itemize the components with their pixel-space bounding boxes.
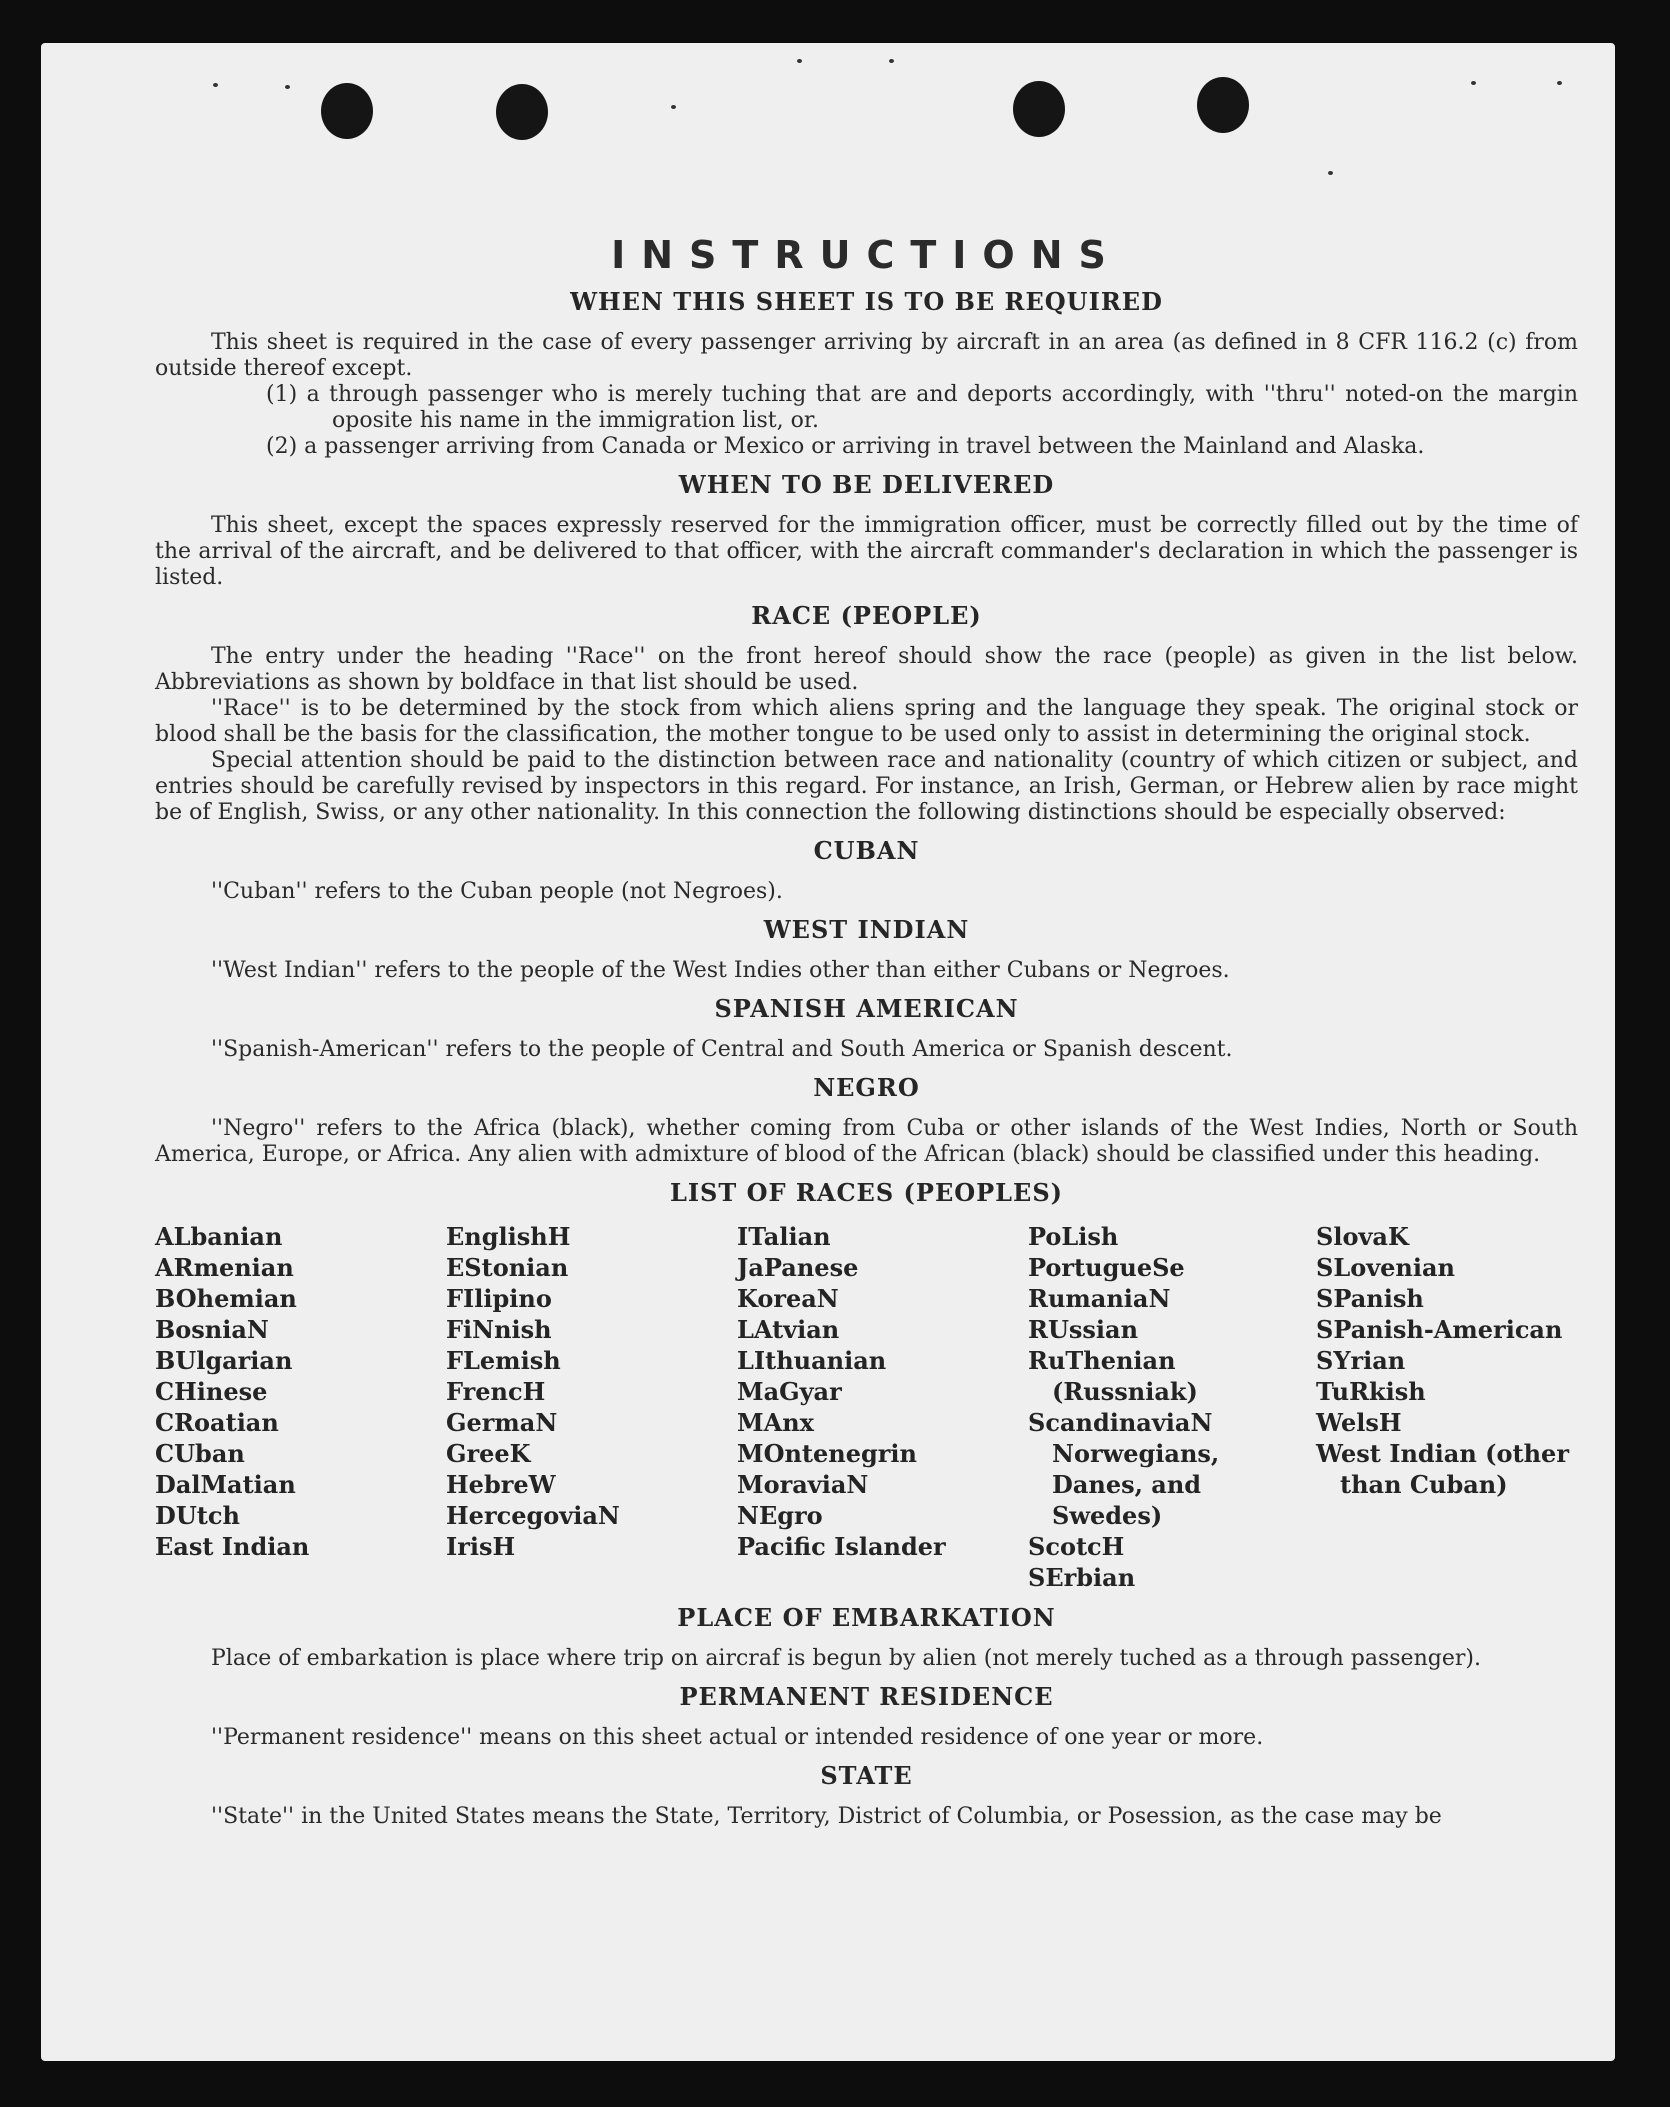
dust-speck bbox=[889, 59, 894, 63]
race-entry: FIlipino bbox=[446, 1284, 552, 1313]
race-entry: SPanish-American bbox=[1316, 1315, 1563, 1344]
race-paragraph: The entry under the heading ''Race'' on the front hereof should show the race (people) as given in the list below. Abbreviations as shown by boldface in that list should be used. bbox=[155, 644, 1578, 695]
race-entry: KoreaN bbox=[737, 1284, 839, 1313]
race-entry: ALbanian bbox=[155, 1222, 283, 1251]
race-entry: ARmenian bbox=[155, 1253, 294, 1282]
race-entry: FrencH bbox=[446, 1377, 546, 1406]
race-entry: FiNnish bbox=[446, 1315, 552, 1344]
dust-speck bbox=[797, 59, 802, 63]
races-column bbox=[446, 1221, 737, 1593]
heading-spanish-american: SPANISH AMERICAN bbox=[714, 994, 1019, 1023]
dust-speck bbox=[213, 83, 218, 87]
race-entry: SYrian bbox=[1316, 1346, 1406, 1375]
race-entry: MAnx bbox=[737, 1408, 814, 1437]
race-entry: MOntenegrin bbox=[737, 1439, 917, 1468]
race-entry: LAtvian bbox=[737, 1315, 840, 1344]
race-entry: DalMatian bbox=[155, 1470, 296, 1499]
dust-speck bbox=[1471, 81, 1476, 85]
race-entry: RUssian bbox=[1028, 1315, 1139, 1344]
race-entry: RumaniaN bbox=[1028, 1284, 1171, 1313]
race-entry: JaPanese bbox=[737, 1253, 859, 1282]
races-column bbox=[737, 1221, 1028, 1593]
race-entry: BUlgarian bbox=[155, 1346, 293, 1375]
state-text: ''State'' in the United States means the State, Territory, District of Columbia, or Posession, as the case may be bbox=[211, 1804, 1442, 1829]
west-indian-text: ''West Indian'' refers to the people of the West Indies other than either Cubans or Negroes. bbox=[211, 958, 1230, 983]
page-title: INSTRUCTIONS bbox=[611, 233, 1122, 277]
race-entry: PortugueSe bbox=[1028, 1253, 1185, 1282]
race-entry: SErbian bbox=[1028, 1563, 1136, 1592]
race-entry: RuThenian (Russniak) bbox=[1028, 1346, 1198, 1406]
race-entry: EnglishH bbox=[446, 1222, 571, 1251]
race-entry: West Indian (other than Cuban) bbox=[1316, 1439, 1569, 1499]
race-entry: BosniaN bbox=[155, 1315, 269, 1344]
heading-west-indian: WEST INDIAN bbox=[763, 915, 970, 944]
race-entry: IrisH bbox=[446, 1532, 516, 1561]
race-entry: NEgro bbox=[737, 1501, 823, 1530]
race-entry: PoLish bbox=[1028, 1222, 1119, 1251]
exception-item: (2) a passenger arriving from Canada or Mexico or arriving in travel between the Mainland and Alaska. bbox=[266, 434, 1425, 459]
race-entry: DUtch bbox=[155, 1501, 240, 1530]
race-entry: FLemish bbox=[446, 1346, 561, 1375]
punch-hole bbox=[1197, 77, 1249, 133]
punch-hole bbox=[321, 83, 373, 139]
embarkation-text: Place of embarkation is place where trip on aircraf is begun by alien (not merely tuched as a through passenger). bbox=[211, 1646, 1481, 1671]
heading-when-delivered: WHEN TO BE DELIVERED bbox=[678, 470, 1055, 499]
race-entry: MoraviaN bbox=[737, 1470, 869, 1499]
race-entry: TuRkish bbox=[1316, 1377, 1426, 1406]
exception-item: (1) a through passenger who is merely tuching that are and deports accordingly, with ''thru'' noted-on the margin oposite his name in the immigration list, or. bbox=[266, 382, 1578, 433]
race-entry: CRoatian bbox=[155, 1408, 279, 1437]
dust-speck bbox=[1557, 81, 1562, 85]
races-list bbox=[155, 1221, 1578, 1593]
race-entry: ScotcH bbox=[1028, 1532, 1125, 1561]
heading-residence: PERMANENT RESIDENCE bbox=[679, 1682, 1054, 1711]
negro-text: ''Negro'' refers to the Africa (black), whether coming from Cuba or other islands of the West Indies, North or South America, Europe, or Africa. Any alien with admixture of blood of the African (black) should be classified under this heading. bbox=[155, 1116, 1578, 1167]
races-column bbox=[1028, 1221, 1316, 1593]
cuban-text: ''Cuban'' refers to the Cuban people (not Negroes). bbox=[211, 879, 783, 904]
spanish-american-text: ''Spanish-American'' refers to the people of Central and South America or Spanish descent. bbox=[211, 1037, 1233, 1062]
heading-list-of-races: LIST OF RACES (PEOPLES) bbox=[669, 1178, 1064, 1207]
heading-when-required: WHEN THIS SHEET IS TO BE REQUIRED bbox=[570, 287, 1163, 316]
heading-state: STATE bbox=[820, 1761, 913, 1790]
race-paragraph: ''Race'' is to be determined by the stock from which aliens spring and the language they speak. The original stock or blood shall be the basis for the classification, the mother tongue to be used only to assist in determining the original stock. bbox=[155, 696, 1578, 747]
race-entry: LIthuanian bbox=[737, 1346, 887, 1375]
race-entry: HebreW bbox=[446, 1470, 556, 1499]
punch-hole bbox=[496, 84, 548, 140]
race-entry: ScandinaviaN Norwegians, Danes, and Swedes) bbox=[1028, 1408, 1220, 1530]
heading-cuban: CUBAN bbox=[813, 836, 920, 865]
race-paragraph: Special attention should be paid to the distinction between race and nationality (country of which citizen or subject, and entries should be carefully revised by inspectors in this regard. For instance, an Irish, German, or Hebrew alien by race might be of English, Swiss, or any other nationality. In this connection the following distinctions should be especially observed: bbox=[155, 748, 1578, 825]
race-entry: East Indian bbox=[155, 1532, 310, 1561]
race-entry: EStonian bbox=[446, 1253, 569, 1282]
race-entry: GreeK bbox=[446, 1439, 531, 1468]
race-entry: Pacific Islander bbox=[737, 1532, 946, 1561]
race-entry: ITalian bbox=[737, 1222, 831, 1251]
dust-speck bbox=[285, 85, 290, 89]
race-entry: CUban bbox=[155, 1439, 245, 1468]
document-sheet bbox=[41, 43, 1615, 2061]
race-entry: WelsH bbox=[1316, 1408, 1402, 1437]
when-delivered-text: This sheet, except the spaces expressly reserved for the immigration officer, must be correctly filled out by the time of the arrival of the aircraft, and be delivered to that officer, with the aircraft commander's declaration in which the passenger is listed. bbox=[155, 513, 1578, 590]
race-entry: CHinese bbox=[155, 1377, 268, 1406]
punch-hole bbox=[1013, 81, 1065, 137]
races-column bbox=[1316, 1221, 1578, 1593]
race-entry: HercegoviaN bbox=[446, 1501, 620, 1530]
dust-speck bbox=[1328, 171, 1333, 175]
instructions-content bbox=[155, 225, 1578, 1830]
heading-embarkation: PLACE OF EMBARKATION bbox=[677, 1603, 1056, 1632]
race-entry: SLovenian bbox=[1316, 1253, 1455, 1282]
dust-speck bbox=[671, 105, 676, 109]
when-required-intro: This sheet is required in the case of every passenger arriving by aircraft in an area (as defined in 8 CFR 116.2 (c) from outside thereof except. bbox=[155, 330, 1578, 381]
residence-text: ''Permanent residence'' means on this sheet actual or intended residence of one year or more. bbox=[211, 1725, 1264, 1750]
race-entry: BOhemian bbox=[155, 1284, 297, 1313]
heading-negro: NEGRO bbox=[813, 1073, 920, 1102]
race-entry: SPanish bbox=[1316, 1284, 1424, 1313]
race-entry: GermaN bbox=[446, 1408, 558, 1437]
races-column bbox=[155, 1221, 446, 1593]
heading-race: RACE (PEOPLE) bbox=[751, 601, 982, 630]
race-entry: MaGyar bbox=[737, 1377, 842, 1406]
race-entry: SlovaK bbox=[1316, 1222, 1409, 1251]
